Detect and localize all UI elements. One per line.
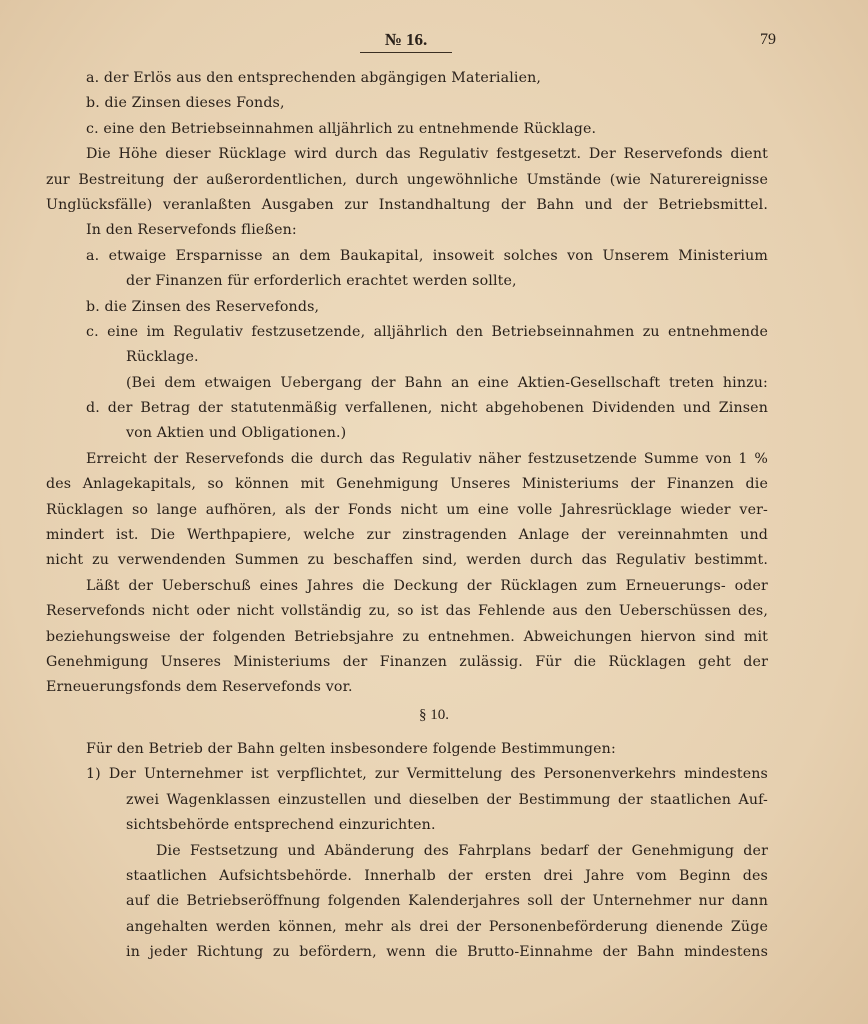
text-line: in jeder Richtung zu befördern, wenn die Brutto-Einnahme der Bahn mindestens — [126, 944, 768, 961]
text-line: Erneuerungsfonds dem Reservefonds vor. — [46, 679, 353, 696]
text-line: des Anlagekapitals, so können mit Genehmigung Unseres Ministeriums der Finanzen die — [46, 476, 768, 493]
text-line: Für den Betrieb der Bahn gelten insbesondere folgende Bestimmungen: — [86, 741, 616, 757]
text-line: b. die Zinsen dieses Fonds, — [86, 95, 285, 112]
text-line: staatlichen Aufsichtsbehörde. Innerhalb der ersten drei Jahre vom Beginn des — [126, 867, 768, 884]
text-line: Rücklagen so lange aufhören, als der Fonds nicht um eine volle Jahresrücklage wieder ver- — [46, 501, 768, 518]
text-line: sichtsbehörde entsprechend einzurichten. — [126, 817, 436, 834]
body-text — [46, 66, 768, 701]
body-text-section-10 — [46, 737, 768, 966]
text-line: angehalten werden können, mehr als drei der Personenbeförderung dienende Züge — [126, 918, 768, 935]
text-line: a. der Erlös aus den entsprechenden abgängigen Materialien, — [86, 70, 542, 86]
text-line: Läßt der Ueberschuß eines Jahres die Deckung der Rücklagen zum Erneuerungs- oder — [86, 577, 768, 594]
text-line: c. eine im Regulativ festzusetzende, alljährlich den Betriebseinnahmen zu entnehmende — [86, 323, 768, 340]
text-line: d. der Betrag der statutenmäßig verfallenen, nicht abgehobenen Dividenden und Zinsen — [86, 400, 768, 417]
text-line: In den Reservefonds fließen: — [86, 222, 297, 239]
text-line: Die Festsetzung und Abänderung des Fahrplans bedarf der Genehmigung der — [156, 842, 768, 859]
text-line: auf die Betriebseröffnung folgenden Kalenderjahres soll der Unternehmer nur dann — [126, 893, 768, 910]
page-number: 79 — [760, 31, 776, 48]
text-line: zur Bestreitung der außerordentlichen, durch ungewöhnliche Umstände (wie Naturereignisse — [46, 171, 768, 188]
text-line: b. die Zinsen des Reservefonds, — [86, 298, 320, 315]
text-line: a. etwaige Ersparnisse an dem Baukapital, insoweit solches von Unserem Ministerium — [86, 247, 768, 264]
section-heading: § 10. — [419, 707, 449, 723]
text-line: mindert ist. Die Werthpapiere, welche zur zinstragenden Anlage der vereinnahmten und — [46, 527, 768, 544]
text-line: Die Höhe dieser Rücklage wird durch das Regulativ festgesetzt. Der Reservefonds dient — [86, 146, 768, 163]
issue-number: № 16. — [360, 30, 452, 53]
text-line: Reservefonds nicht oder nicht vollständig zu, so ist das Fehlende aus den Ueberschüssen des, — [46, 603, 768, 620]
text-line: (Bei dem etwaigen Uebergang der Bahn an eine Aktien-Gesellschaft treten hinzu: — [126, 374, 768, 391]
text-line: nicht zu verwendenden Summen zu beschaffen sind, werden durch das Regulativ bestimmt. — [46, 552, 768, 569]
text-line: von Aktien und Obligationen.) — [126, 425, 347, 442]
text-line: Rücklage. — [126, 349, 199, 366]
text-line: beziehungsweise der folgenden Betriebsjahre zu entnehmen. Abweichungen hiervon sind mit — [46, 628, 768, 645]
text-line: Unglücksfälle) veranlaßten Ausgaben zur Instandhaltung der Bahn und der Betriebsmittel. — [46, 196, 768, 213]
text-line: Erreicht der Reservefonds die durch das Regulativ näher festzusetzende Summe von 1 % — [86, 450, 768, 467]
text-line: 1) Der Unternehmer ist verpflichtet, zur Vermittelung des Personenverkehrs mindestens — [86, 766, 768, 783]
text-line: der Finanzen für erforderlich erachtet werden sollte, — [126, 273, 517, 290]
text-line: c. eine den Betriebseinnahmen alljährlich zu entnehmende Rücklage. — [86, 120, 597, 137]
text-line: zwei Wagenklassen einzustellen und dieselben der Bestimmung der staatlichen Auf- — [126, 791, 768, 808]
text-line: Genehmigung Unseres Ministeriums der Finanzen zulässig. Für die Rücklagen geht der — [46, 653, 768, 670]
